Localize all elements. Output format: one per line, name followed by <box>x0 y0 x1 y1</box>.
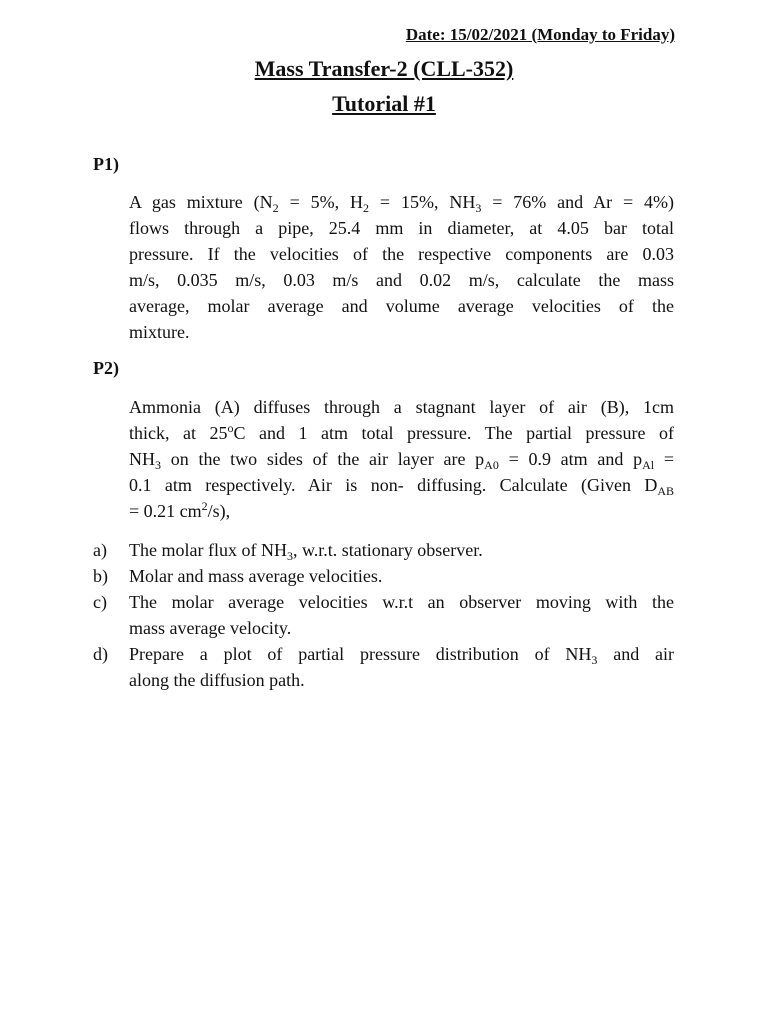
list-item-text: along the diffusion path. <box>129 670 305 690</box>
problem-2-label: P2) <box>93 358 119 378</box>
list-item-text: Prepare a plot of partial pressure distribution of $NH_3$ and air <box>129 644 674 667</box>
list-item-text: mass average velocity. <box>129 618 292 638</box>
problem-2-line-3: $NH_3$ on the two sides of the air layer are $p_{A0} = 0.9$ atm and $p_{Al}$ = <box>129 449 674 472</box>
list-item-d <box>93 641 674 693</box>
list-item-text: The molar flux of $NH_3$, w.r.t. stationary observer. <box>129 540 483 563</box>
problem-1-line-4: m/s, 0.035 m/s, 0.03 m/s and 0.02 m/s, calculate the mass <box>129 270 674 290</box>
problem-2-text <box>129 394 674 524</box>
list-item-a <box>93 537 674 563</box>
problem-2-line-5: = 0.21 $cm^2/s$), <box>129 499 231 521</box>
problem-2-line-4: 0.1 atm respectively. Air is non- diffusing. Calculate (Given $D_{AB}$ <box>129 475 674 498</box>
course-title: Mass Transfer-2 (CLL-352) <box>254 56 514 81</box>
problem-1-line-2: flows through a pipe, 25.4 mm in diameter, at 4.05 bar total <box>129 218 674 238</box>
list-marker: c) <box>93 592 107 612</box>
list-item-text: The molar average velocities w.r.t an observer moving with the <box>129 592 674 612</box>
problem-1-line-3: pressure. If the velocities of the respective components are 0.03 <box>129 244 674 264</box>
sub-question-list <box>93 537 674 693</box>
date-line: Date: 15/02/2021 (Monday to Friday) <box>405 25 675 44</box>
list-item-c <box>93 589 674 641</box>
list-marker: a) <box>93 540 107 560</box>
list-marker: d) <box>93 644 108 664</box>
list-item-text: Molar and mass average velocities. <box>129 566 383 586</box>
problem-2-line-1: Ammonia (A) diffuses through a stagnant layer of air (B), 1cm <box>129 397 674 417</box>
list-item-b <box>93 563 674 589</box>
problem-1-line-5: average, molar average and volume average velocities of the <box>129 296 674 316</box>
problem-1-line-1: A gas mixture ($N_2 = 5\%$, $H_2 = 15\%$, $NH_3 = 76\%$ and Ar = 4%) <box>129 192 674 215</box>
problem-1-text <box>129 189 674 345</box>
problem-1-label: P1) <box>93 154 119 174</box>
problem-1-line-6: mixture. <box>129 322 190 342</box>
tutorial-title: Tutorial #1 <box>332 91 436 116</box>
list-marker: b) <box>93 566 108 586</box>
problem-2-line-2: thick, at 25$^o$C and 1 atm total pressure. The partial pressure of <box>129 421 675 443</box>
